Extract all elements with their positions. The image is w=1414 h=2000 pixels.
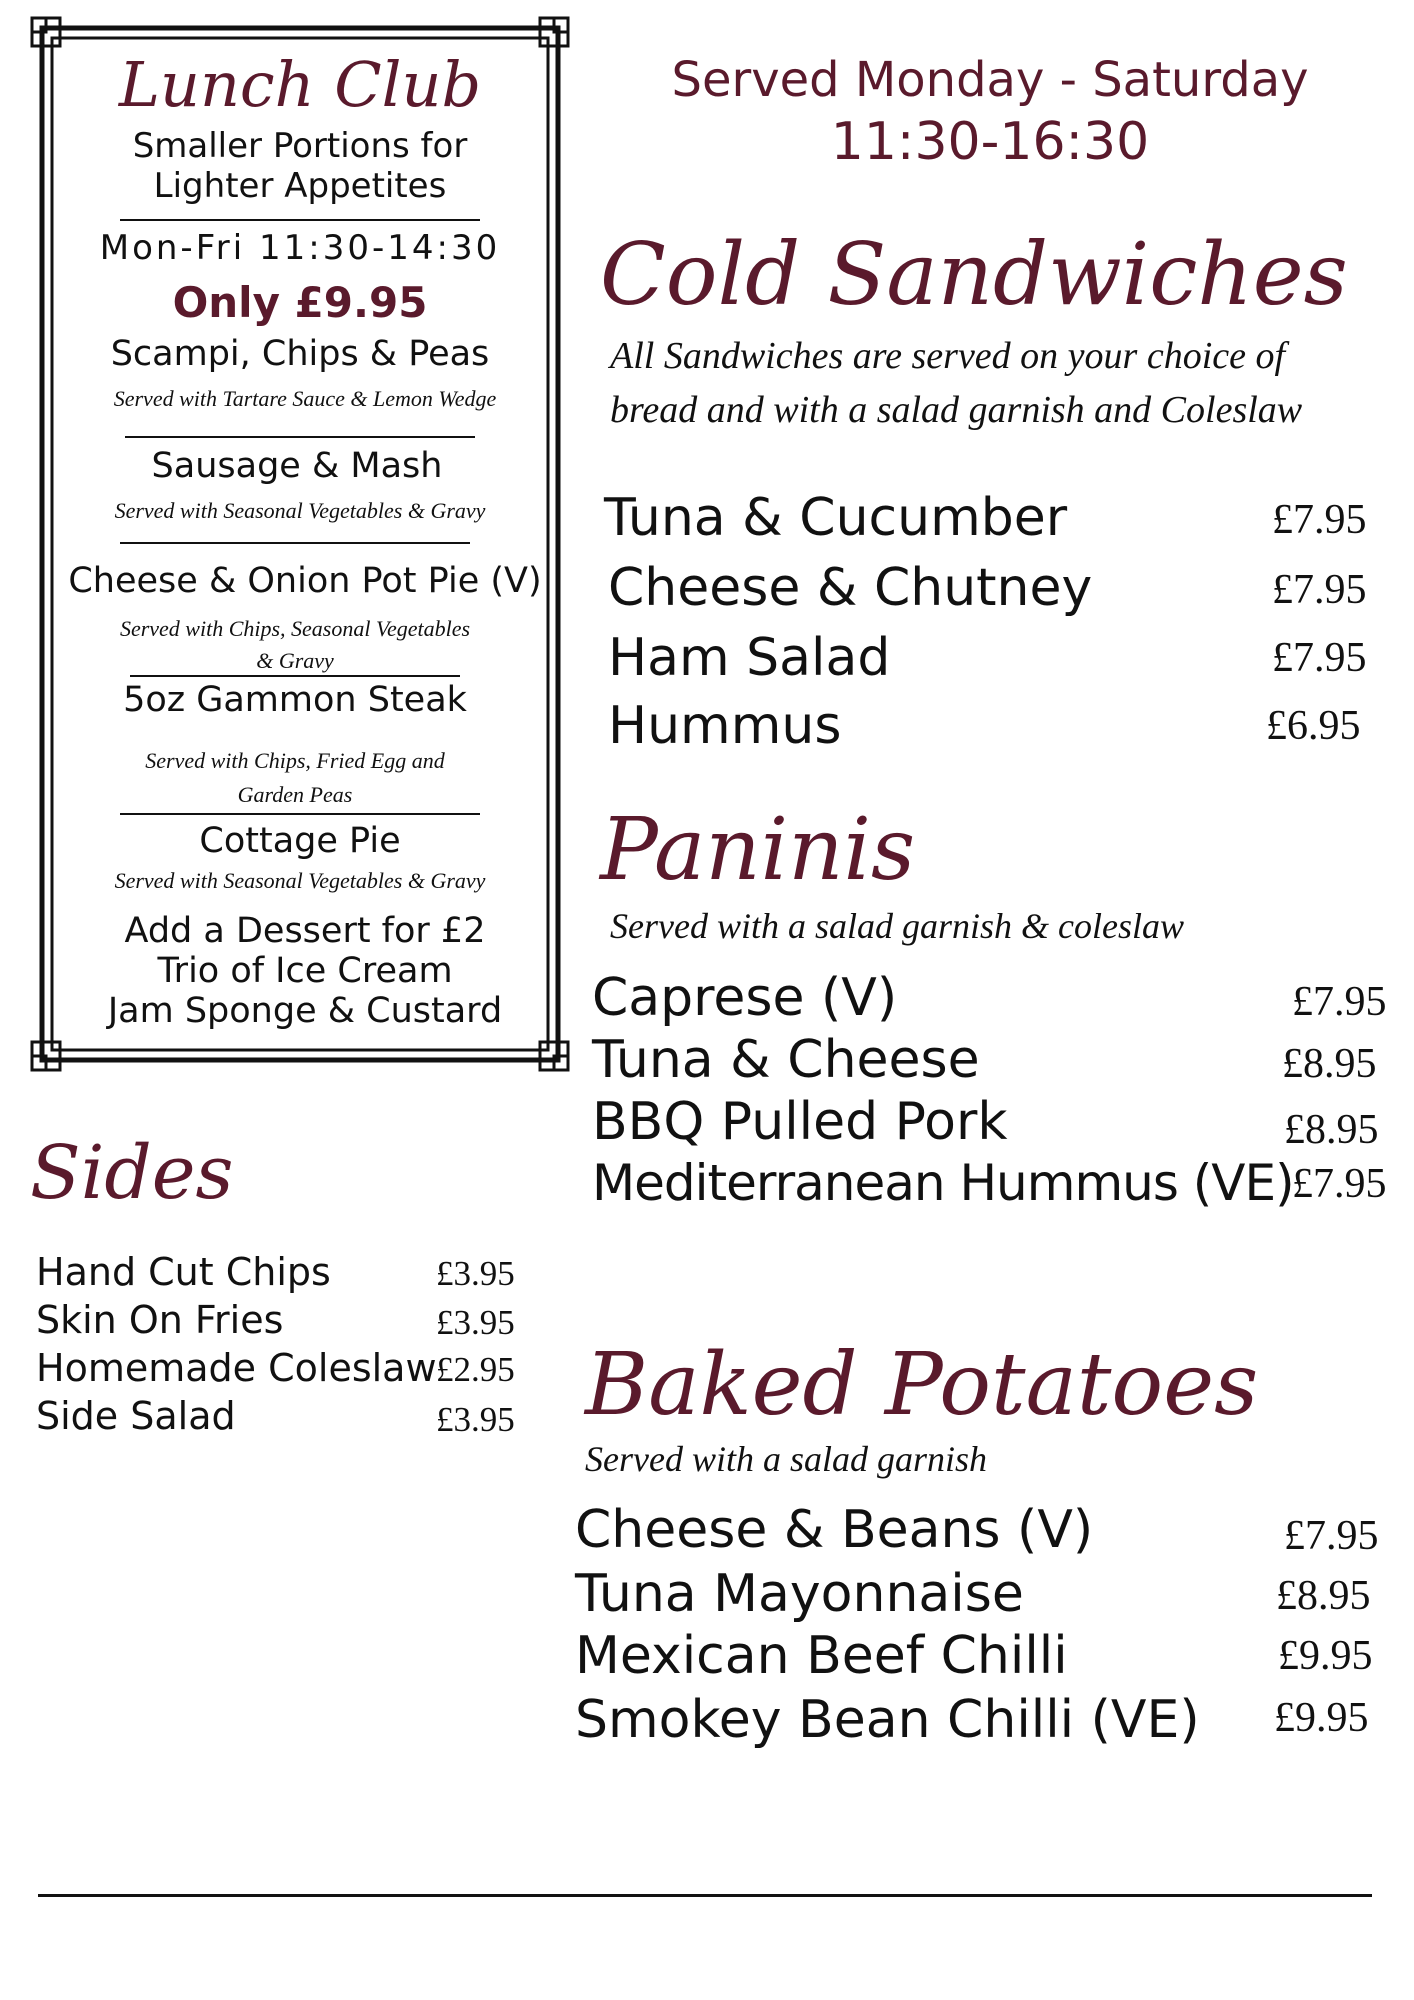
menu-item-name: BBQ Pulled Pork [592,1092,1008,1152]
divider [130,675,460,677]
lunch-item-name: 5oz Gammon Steak [123,680,467,720]
menu-item-name: Tuna & Cheese [592,1030,980,1090]
dessert-title: Add a Dessert for £2 [124,911,486,951]
side-item-price: £2.95 [436,1350,515,1389]
menu-item-price: £8.95 [1276,1573,1371,1619]
cold-sandwiches-note-line1: All Sandwiches are served on your choice of [610,335,1286,377]
menu-item-price: £7.95 [1272,497,1367,543]
side-item-name: Skin On Fries [36,1298,284,1342]
menu-item-price: £9.95 [1274,1695,1369,1741]
baked-potatoes-title: Baked Potatoes [585,1335,1259,1435]
divider [120,542,470,544]
lunch-club-title: Lunch Club [118,48,482,121]
menu-item-price: £7.95 [1284,1513,1379,1559]
side-item-price: £3.95 [436,1254,515,1293]
menu-item-price: £8.95 [1282,1041,1377,1087]
menu-item-price: £7.95 [1292,1161,1387,1207]
lunch-club-subtitle-line2: Lighter Appetites [153,166,447,206]
lunch-club-subtitle-line1: Smaller Portions for [132,126,468,166]
lunch-item-desc: & Gravy [256,648,334,673]
side-item-price: £3.95 [436,1303,515,1342]
cold-sandwiches-title: Cold Sandwiches [600,225,1348,325]
menu-item-name: Smokey Bean Chilli (VE) [575,1690,1200,1750]
lunch-club-hours: Mon-Fri 11:30-14:30 [99,228,501,268]
baked-potatoes-note: Served with a salad garnish [585,1439,987,1479]
service-hours-times: 11:30-16:30 [830,112,1150,172]
side-item-name: Homemade Coleslaw [36,1346,437,1390]
lunch-item-name: Cheese & Onion Pot Pie (V) [68,561,542,601]
dessert-item: Jam Sponge & Custard [107,991,503,1031]
cold-sandwiches-note-line2: bread and with a salad garnish and Coleslaw [610,389,1303,431]
lunch-item-desc: Garden Peas [237,782,353,807]
lunch-club-panel [30,16,570,1072]
side-item-name: Side Salad [36,1394,236,1438]
lunch-item-name: Cottage Pie [199,821,401,861]
menu-item-name: Cheese & Beans (V) [575,1500,1094,1560]
menu-item-price: £7.95 [1272,567,1367,613]
menu-item-name: Ham Salad [608,628,891,688]
dessert-item: Trio of Ice Cream [157,951,453,991]
menu-item-name: Tuna & Cucumber [604,488,1068,548]
menu-item-name: Tuna Mayonnaise [575,1564,1024,1624]
menu-item-name: Cheese & Chutney [608,558,1093,618]
menu-item-name: Mediterranean Hummus (VE) [592,1154,1294,1212]
paninis-note: Served with a salad garnish & coleslaw [610,906,1184,946]
lunch-club-price: Only £9.95 [172,278,428,327]
footer-divider [38,1894,1372,1897]
side-item-price: £3.95 [436,1400,515,1439]
divider [120,219,480,221]
menu-item-name: Hummus [608,696,842,756]
lunch-item-desc: Served with Chips, Seasonal Vegetables [119,616,471,641]
lunch-item-desc: Served with Tartare Sauce & Lemon Wedge [113,386,497,411]
lunch-item-desc: Served with Seasonal Vegetables & Gravy [114,498,486,523]
side-item-name: Hand Cut Chips [36,1250,331,1294]
menu-item-name: Caprese (V) [592,968,898,1028]
menu-item-price: £7.95 [1292,979,1387,1025]
lunch-item-name: Sausage & Mash [151,446,443,486]
divider [125,436,475,438]
menu-item-price: £8.95 [1284,1107,1379,1153]
sides-title: Sides [30,1130,234,1216]
menu-item-name: Mexican Beef Chilli [575,1626,1068,1686]
menu-item-price: £6.95 [1266,703,1361,749]
menu-item-price: £7.95 [1272,635,1367,681]
paninis-title: Paninis [600,800,916,900]
lunch-item-desc: Served with Seasonal Vegetables & Gravy [114,868,486,893]
lunch-item-name: Scampi, Chips & Peas [110,334,490,374]
menu-item-price: £9.95 [1278,1633,1373,1679]
service-hours-days: Served Monday - Saturday [671,52,1309,108]
divider [120,813,480,815]
lunch-item-desc: Served with Chips, Fried Egg and [145,748,445,773]
